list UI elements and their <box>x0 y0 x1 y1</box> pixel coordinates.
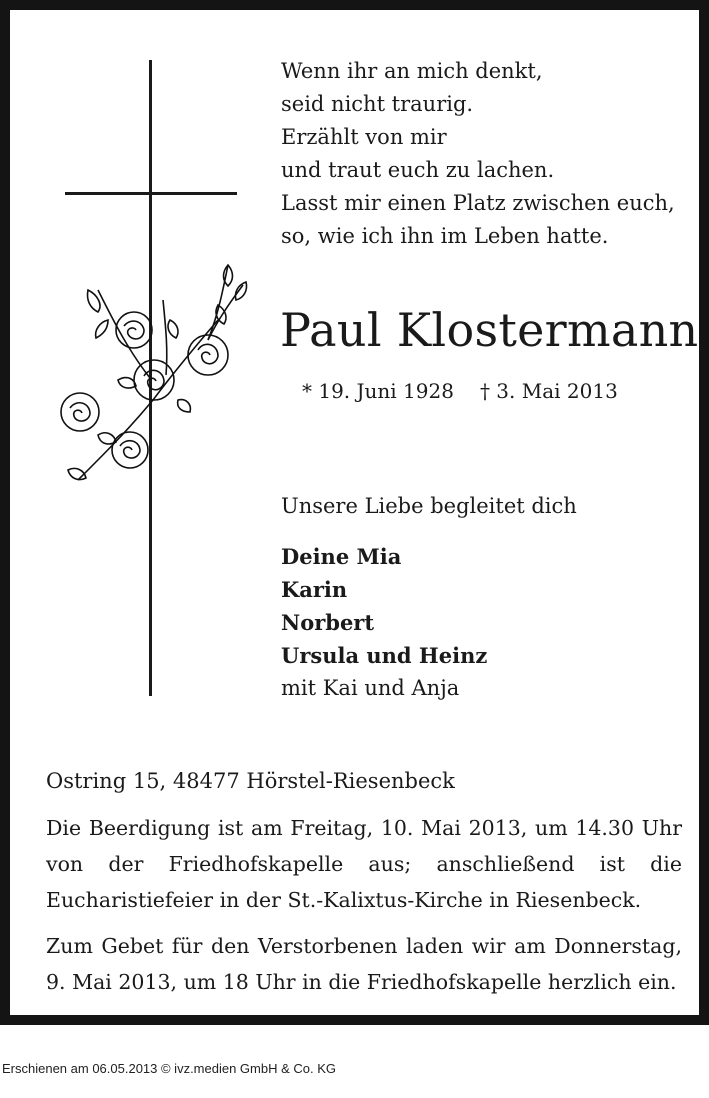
poem-line: so, wie ich ihn im Leben hatte. <box>281 224 609 248</box>
poem <box>281 55 675 253</box>
poem-line: Lasst mir einen Platz zwischen euch, <box>281 191 675 215</box>
life-dates <box>302 377 618 405</box>
mourner-name: Norbert <box>281 610 375 635</box>
mourner-name: Ursula und Heinz <box>281 643 488 668</box>
mourners-list <box>281 540 487 705</box>
poem-line: und traut euch zu lachen. <box>281 158 555 182</box>
mourner-name: Karin <box>281 577 348 602</box>
poem-line: Wenn ihr an mich denkt, <box>281 59 543 83</box>
cross-crossbar <box>65 192 237 195</box>
mourner-extra: mit Kai und Anja <box>281 676 460 700</box>
rose-branch-icon <box>58 260 258 510</box>
love-line: Unsere Liebe begleitet dich <box>281 494 577 518</box>
prayer-text: Zum Gebet für den Verstorbenen laden wir am Donnerstag, 9. Mai 2013, um 18 Uhr in die Friedhofskapelle herzlich ein. <box>46 934 682 994</box>
funeral-text: Die Beerdigung ist am Freitag, 10. Mai 2013, um 14.30 Uhr von der Friedhofskapelle aus; anschließend ist die Eucharistiefeier in der St.-Kalixtus-Kirche in Riesenbeck. <box>46 816 682 912</box>
deceased-name: Paul Klostermann <box>280 303 699 357</box>
death-date: † 3. Mai 2013 <box>479 379 618 403</box>
poem-line: Erzählt von mir <box>281 125 447 149</box>
address: Ostring 15, 48477 Hörstel-Riesenbeck <box>46 769 455 793</box>
poem-line: seid nicht traurig. <box>281 92 474 116</box>
publication-footer: Erschienen am 06.05.2013 © ivz.medien GmbH & Co. KG <box>2 1061 337 1076</box>
mourner-name: Deine Mia <box>281 544 402 569</box>
birth-date: * 19. Juni 1928 <box>302 379 454 403</box>
